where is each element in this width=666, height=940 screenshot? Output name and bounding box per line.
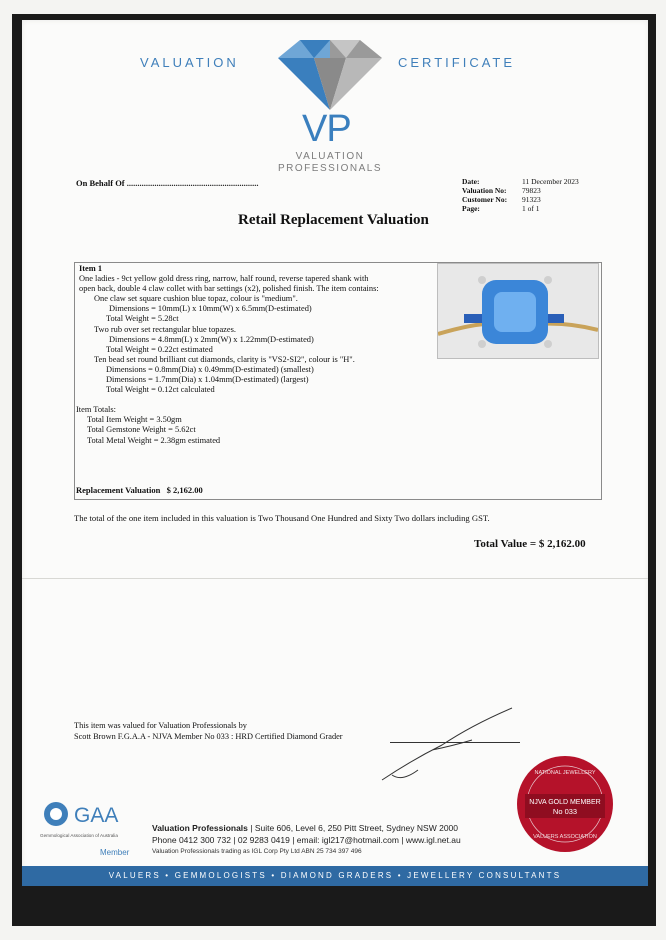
ring-photo [437,263,599,359]
paper-fold [22,578,648,579]
meta-block [462,177,579,213]
replacement-valuation: Replacement Valuation $ 2,162.00 [76,485,203,495]
total-value: Total Value = $ 2,162.00 [474,538,586,550]
seal-mid2: No 033 [552,807,578,816]
meta-value: 11 December 2023 [522,177,579,186]
gaa-sub: Gemmological Association of Australia [40,833,118,838]
item-heading: Item 1 [79,264,103,273]
meta-key: Page: [462,204,480,213]
gaa-member: Member [100,848,130,857]
meta-key: Customer No: [462,195,508,204]
gaa-logo [40,800,140,860]
gaa-name: GAA [74,804,119,827]
logo-letters: VP [302,108,351,150]
meta-value: 79823 [522,186,541,195]
meta-value: 91323 [522,195,541,204]
signature-icon [372,700,522,790]
logo-subtitle: VALUATION PROFESSIONALS [278,151,382,174]
item-description: Item 1 One ladies - 9ct yellow gold dress ring, narrow, half round, reverse tapered shank with open back, double 4 claw collet with bar settings (x2), polished finish. The item contains: One claw set square cushion blue topaz, colour is "medium". Dimensions = 10mm(L) x 10mm(W) x 6.5mm(D-estimated) Total Weight = 5.28ct Two rub over set rectangular blue topazes. Dimensions = 4.8mm(L) x 2mm(W) x 1.22mm(D-estimated) Total Weight = 0.22ct estimated Ten bead set round brilliant cut diamonds, clarity is "VS2-SI2", colour is "H". Dimensions = 0.8mm(Dia) x 0.49mm(D-estimated) (smallest) Dimensions = 1.7mm(Dia) x 1.04mm(D-estimated) (largest) Total Weight = 0.12ct calculated Item Totals: Total Item Weight = 3.50gm Total Gemstone Weight = 5.62ct Total Metal Weight = 2.38gm estimated [79,264,439,446]
valued-by: This item was valued for Valuation Professionals by Scott Brown F.G.A.A - NJVA Member No 033 : HRD Certified Diamond Grader [74,721,343,741]
page-title: Retail Replacement Valuation [238,212,429,228]
diamond-logo-icon [278,40,382,110]
meta-value: 1 of 1 [522,204,540,213]
meta-key: Valuation No: [462,186,507,195]
header-right: CERTIFICATE [398,55,516,70]
footer-band: VALUERS • GEMMOLOGISTS • DIAMOND GRADERS • JEWELLERY CONSULTANTS [22,866,648,886]
seal-bottom: VALUERS ASSOCIATION [533,834,597,840]
footer-contact: Valuation Professionals | Suite 606, Level 6, 250 Pitt Street, Sydney NSW 2000 Phone 0412 300 732 | 02 9283 0419 | email: igl217@hotmail.com | www.igl.net.au Valuation Professionals trading as IGL Corp Pty Ltd ABN 25 734 397 496 [152,823,461,855]
total-sentence: The total of the one item included in this valuation is Two Thousand One Hundred and Sixty Two dollars including GST. [74,513,490,523]
on-behalf-of: On Behalf Of .............................................................. [76,178,259,188]
seal-top: NATIONAL JEWELLERY [534,770,596,776]
meta-key: Date: [462,177,480,186]
seal-mid1: NJVA GOLD MEMBER [529,799,601,806]
njva-seal [515,754,615,854]
header-left: VALUATION [140,55,239,70]
